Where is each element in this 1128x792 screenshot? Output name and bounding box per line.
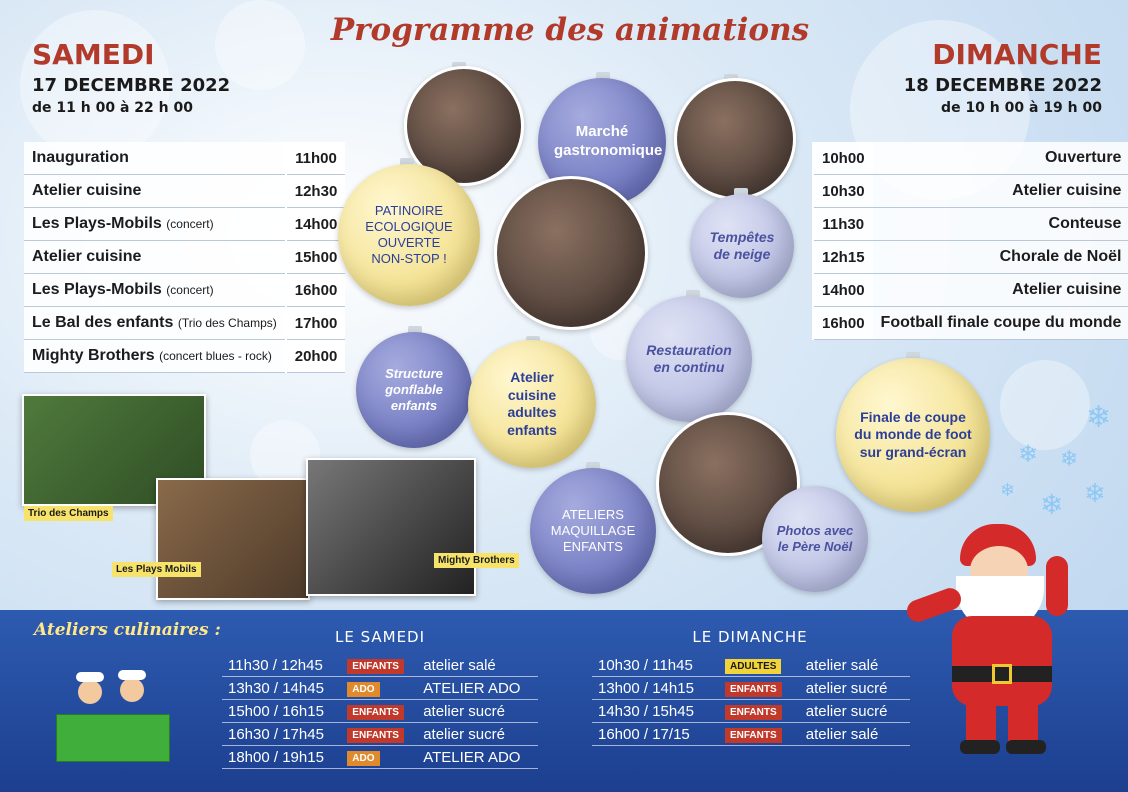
page-title: Programme des animations: [330, 12, 810, 48]
workshop-kind: atelier sucré: [417, 723, 538, 746]
workshop-audience: [719, 654, 800, 677]
workshop-slot: 18h00 / 19h15: [222, 746, 341, 769]
schedule-row: [813, 142, 1128, 175]
audience-badge: ADO: [347, 682, 379, 697]
event-time: 17h00: [286, 307, 346, 340]
ornament-atelier: Atelier cuisine adultes enfants: [468, 340, 596, 468]
sunday-header: [904, 38, 1102, 116]
santa-illustration: [906, 516, 1102, 760]
audience-badge: ADO: [347, 751, 379, 766]
event-label: Atelier cuisine: [32, 182, 142, 199]
event-cell: [24, 274, 286, 307]
schedule-row: [24, 340, 345, 373]
workshop-audience: [341, 654, 417, 677]
schedule-row: [24, 274, 345, 307]
workshop-slot: 13h30 / 14h45: [222, 677, 341, 700]
workshop-kind: atelier salé: [800, 654, 910, 677]
audience-badge: ENFANTS: [725, 728, 782, 743]
audience-badge: ADULTES: [725, 659, 781, 674]
saturday-header: [32, 38, 230, 116]
schedule-row: [813, 241, 1128, 274]
workshop-kind: atelier sucré: [417, 700, 538, 723]
event-time: 20h00: [286, 340, 346, 373]
event-time: 14h00: [286, 208, 346, 241]
workshop-audience: [341, 677, 417, 700]
workshop-slot: 16h00 / 17/15: [592, 723, 719, 746]
ornament-patinoire: PATINOIRE ECOLOGIQUE OUVERTE NON-STOP !: [338, 164, 480, 306]
event-label: Le Bal des enfants: [32, 314, 174, 331]
event-label: Mighty Brothers: [32, 347, 155, 364]
event-time: 11h00: [286, 142, 346, 175]
market-stall-photo: [494, 176, 648, 330]
sunday-hours: de 10 h 00 à 19 h 00: [941, 100, 1102, 116]
snowflake-icon: ❄: [1000, 480, 1016, 500]
saturday-schedule: [24, 142, 345, 373]
workshop-row: [592, 700, 910, 723]
ornament-maquillage: ATELIERS MAQUILLAGE ENFANTS: [530, 468, 656, 594]
audience-badge: ENFANTS: [347, 705, 404, 720]
snowflake-icon: ❄: [1086, 401, 1112, 434]
schedule-row: [813, 208, 1128, 241]
event-label: Inauguration: [32, 149, 129, 166]
audience-badge: ENFANTS: [347, 728, 404, 743]
workshop-row: [222, 677, 538, 700]
workshop-kind: atelier sucré: [800, 700, 910, 723]
saturday-workshops-heading: LE SAMEDI: [334, 628, 426, 646]
event-note: (concert): [166, 217, 214, 231]
event-cell: [24, 241, 286, 274]
saturday-workshops-table: [222, 654, 538, 769]
workshop-slot: 10h30 / 11h45: [592, 654, 719, 677]
event-cell: [24, 340, 286, 373]
workshop-kind: ATELIER ADO: [417, 746, 538, 769]
audience-badge: ENFANTS: [725, 682, 782, 697]
workshop-slot: 15h00 / 16h15: [222, 700, 341, 723]
event-note: (Trio des Champs): [177, 316, 277, 330]
workshop-audience: [341, 723, 417, 746]
event-cell: [24, 175, 286, 208]
workshop-row: [222, 723, 538, 746]
workshop-row: [592, 677, 910, 700]
workshops-title: Ateliers culinaires :: [34, 620, 221, 640]
workshop-row: [222, 654, 538, 677]
event-time: 16h00: [813, 307, 873, 340]
event-label: Conteuse: [873, 208, 1128, 241]
event-label: Football finale coupe du monde: [873, 307, 1128, 340]
schedule-row: [24, 175, 345, 208]
ornament-marche: Marché gastronomique: [538, 78, 666, 206]
event-label: Les Plays-Mobils: [32, 215, 162, 232]
workshop-row: [222, 746, 538, 769]
event-cell: [24, 142, 286, 175]
workshop-slot: 14h30 / 15h45: [592, 700, 719, 723]
schedule-row: [24, 241, 345, 274]
ornament-photos: Photos avec le Père Noël: [762, 486, 868, 592]
ornament-structure: Structure gonflable enfants: [356, 332, 472, 448]
schedule-row: [813, 175, 1128, 208]
workshop-slot: 16h30 / 17h45: [222, 723, 341, 746]
workshop-audience: [719, 700, 800, 723]
snowflake-icon: ❄: [1018, 441, 1039, 468]
event-time: 15h00: [286, 241, 346, 274]
schedule-row: [24, 307, 345, 340]
ornament-tempetes: Tempêtes de neige: [690, 194, 794, 298]
mighty-caption: Mighty Brothers: [434, 553, 519, 568]
event-time: 12h15: [813, 241, 873, 274]
workshop-row: [222, 700, 538, 723]
event-label: Les Plays-Mobils: [32, 281, 162, 298]
event-label: Atelier cuisine: [873, 274, 1128, 307]
trio-caption: Trio des Champs: [24, 506, 113, 521]
workshop-audience: [719, 677, 800, 700]
schedule-row: [813, 274, 1128, 307]
saturday-name: SAMEDI: [32, 38, 155, 71]
sunday-workshops-table: [592, 654, 910, 746]
event-cell: [24, 208, 286, 241]
chef-illustration: [56, 672, 168, 772]
schedule-row: [24, 142, 345, 175]
event-label: Ouverture: [873, 142, 1128, 175]
workshop-slot: 11h30 / 12h45: [222, 654, 341, 677]
workshop-kind: atelier salé: [417, 654, 538, 677]
schedule-row: [24, 208, 345, 241]
plays-caption: Les Plays Mobils: [112, 562, 201, 577]
workshop-kind: atelier sucré: [800, 677, 910, 700]
workshop-slot: 13h00 / 14h15: [592, 677, 719, 700]
snowflake-icon: ❄: [1084, 478, 1106, 508]
workshop-row: [592, 654, 910, 677]
saturday-hours: de 11 h 00 à 22 h 00: [32, 100, 193, 116]
workshop-audience: [341, 700, 417, 723]
mighty-photo: [306, 458, 476, 596]
sunday-schedule: [812, 142, 1128, 340]
event-note: (concert): [166, 283, 214, 297]
snowflake-icon: ❄: [1040, 489, 1064, 520]
audience-badge: ENFANTS: [725, 705, 782, 720]
ornament-restauration: Restauration en continu: [626, 296, 752, 422]
event-time: 12h30: [286, 175, 346, 208]
workshop-audience: [719, 723, 800, 746]
event-label: Atelier cuisine: [32, 248, 142, 265]
market-crowd-photo: [674, 78, 796, 200]
event-time: 10h30: [813, 175, 873, 208]
sunday-name: DIMANCHE: [932, 38, 1102, 71]
saturday-date: 17 DECEMBRE 2022: [32, 75, 231, 96]
workshop-kind: ATELIER ADO: [417, 677, 538, 700]
plays-photo: [156, 478, 310, 600]
event-label: Atelier cuisine: [873, 175, 1128, 208]
event-time: 16h00: [286, 274, 346, 307]
sunday-workshops-heading: LE DIMANCHE: [692, 628, 808, 646]
workshop-audience: [341, 746, 417, 769]
schedule-row: [813, 307, 1128, 340]
snowflake-icon: ❄: [1060, 446, 1079, 471]
workshop-kind: atelier salé: [800, 723, 910, 746]
audience-badge: ENFANTS: [347, 659, 404, 674]
ornament-finale: Finale de coupe du monde de foot sur grand-écran: [836, 358, 990, 512]
event-cell: [24, 307, 286, 340]
sunday-date: 18 DECEMBRE 2022: [903, 75, 1102, 96]
event-time: 10h00: [813, 142, 873, 175]
event-note: (concert blues - rock): [159, 349, 272, 363]
event-time: 11h30: [813, 208, 873, 241]
event-time: 14h00: [813, 274, 873, 307]
event-label: Chorale de Noël: [873, 241, 1128, 274]
workshop-row: [592, 723, 910, 746]
